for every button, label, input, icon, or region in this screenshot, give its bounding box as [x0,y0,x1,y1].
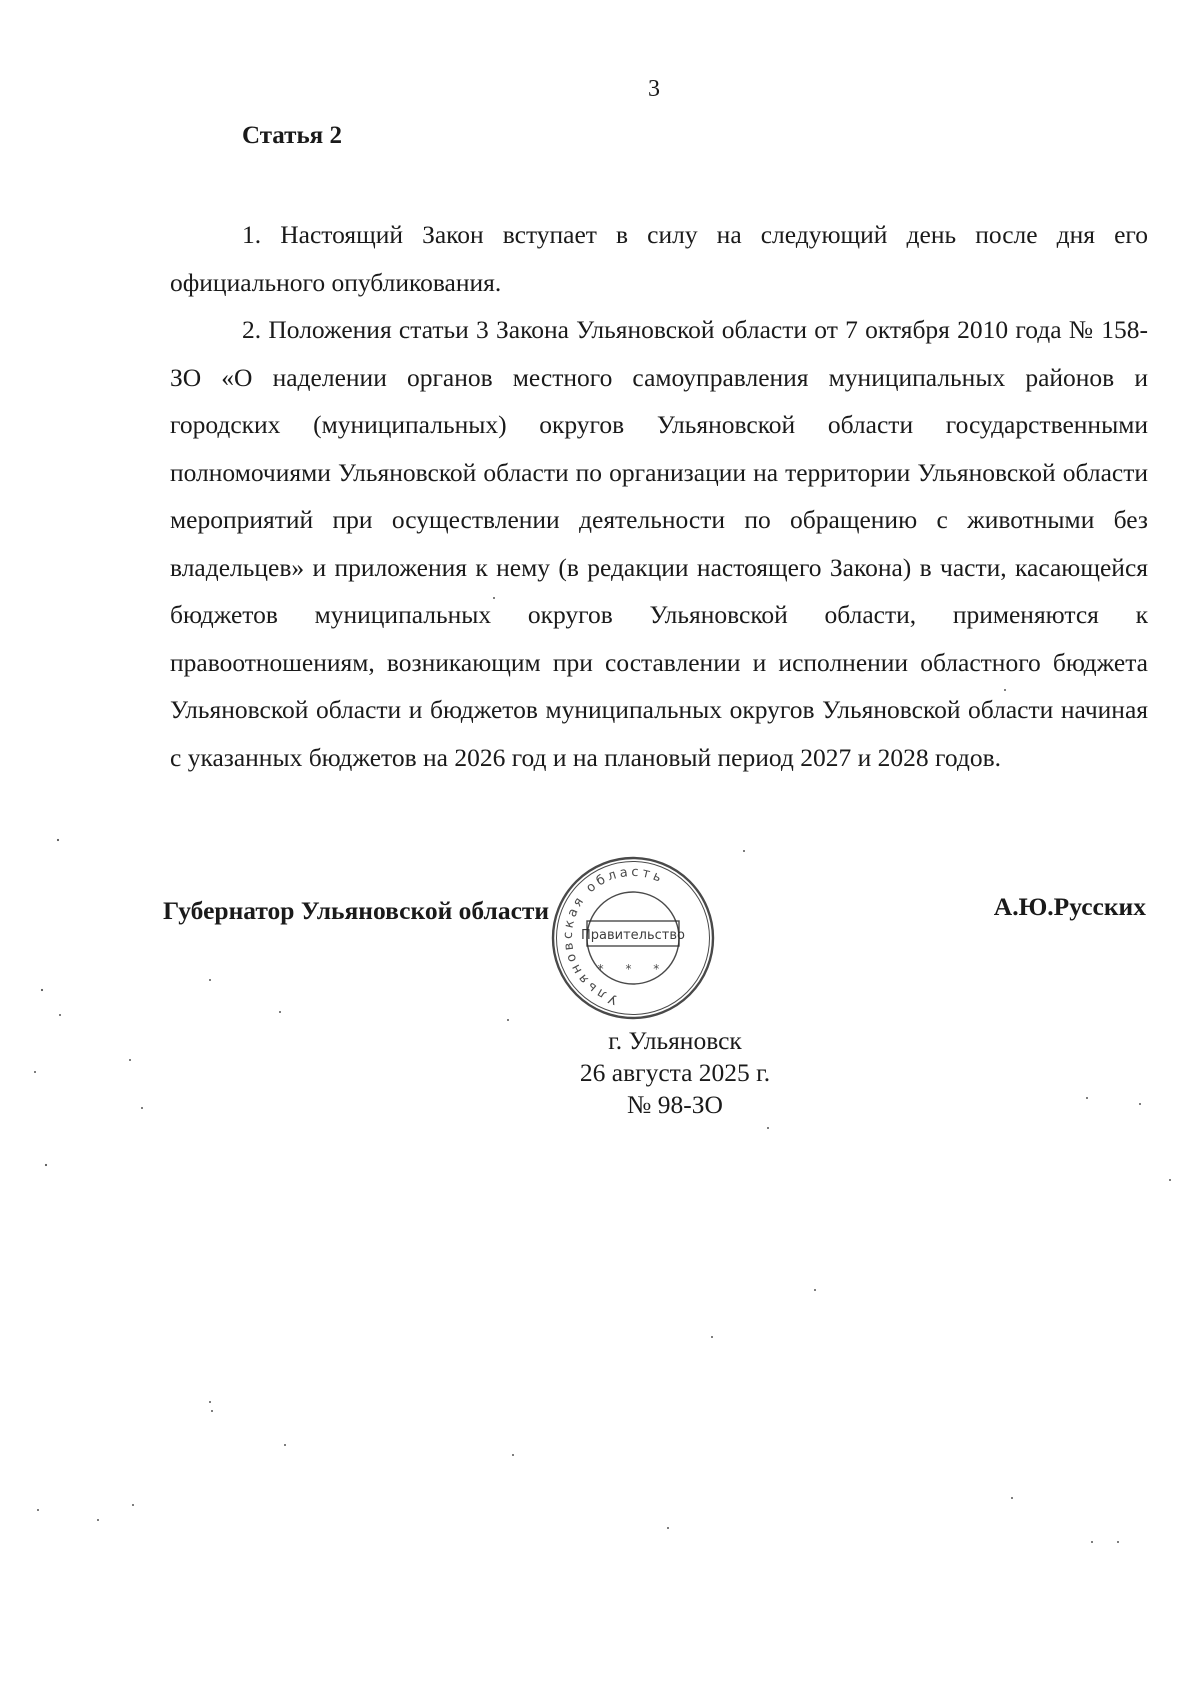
paragraph-2: 2. Положения статьи 3 Закона Ульяновской области от 7 октября 2010 года № 158-ЗО «О наделении органов местного самоуправления муниципальных районов и городских (муниципальных) округов Ульяновской области государственными полномочиями Ульяновской области по организации на территории Ульяновской области мероприятий при осуществлении деятельности по обращению с животными без владельцев» и приложения к нему (в редакции настоящего Закона) в части, касающейся бюджетов муниципальных округов Ульяновской области, применяются к правоотношениям, возникающим при составлении и исполнении областного бюджета Ульяновской области и бюджетов муниципальных округов Ульяновской области начиная с указанных бюджетов на 2026 год и на плановый период 2027 и 2028 годов. [170,315,1148,772]
seal-ring-text: Ульяновская область [560,864,667,1007]
speck [667,1527,669,1529]
paragraph-1: 1. Настоящий Закон вступает в силу на следующий день после дня его официального опубликования. [170,220,1148,297]
speck [45,1164,47,1166]
speck [1091,1541,1093,1543]
speck [743,850,745,852]
signing-date: 26 августа 2025 г. [579,1058,771,1087]
speck [1011,1497,1013,1499]
speck [512,1454,514,1456]
speck [59,1014,61,1016]
speck [1139,1103,1141,1105]
speck [209,1401,211,1403]
speck [1117,1541,1119,1543]
speck [1086,1097,1088,1099]
law-number: № 98-ЗО [627,1090,723,1119]
speck [767,1127,769,1129]
speck [284,1444,286,1446]
seal-center-text: Правительство [581,928,685,943]
speck [814,1289,816,1291]
seal-stars: * * * [597,962,669,976]
speck [279,1011,281,1013]
speck [57,839,59,841]
article-heading: Статья 2 [242,122,342,149]
speck [711,1336,713,1338]
speck [41,989,43,991]
official-seal [548,852,718,1024]
speck [211,1410,213,1412]
place-of-signing: г. Ульяновск [608,1026,742,1055]
speck [209,979,211,981]
speck [97,1519,99,1521]
speck [507,1019,509,1021]
speck [141,1107,143,1109]
place-date-block [510,1025,840,1121]
signature-name: А.Ю.Русских [993,892,1146,921]
speck [34,1071,36,1073]
speck [132,1504,134,1506]
speck [37,1509,39,1511]
signature-title: Губернатор Ульяновской области [163,896,550,925]
speck [1169,1179,1171,1181]
article-body [170,211,1148,781]
page-number: 3 [648,76,660,102]
speck [129,1059,131,1061]
